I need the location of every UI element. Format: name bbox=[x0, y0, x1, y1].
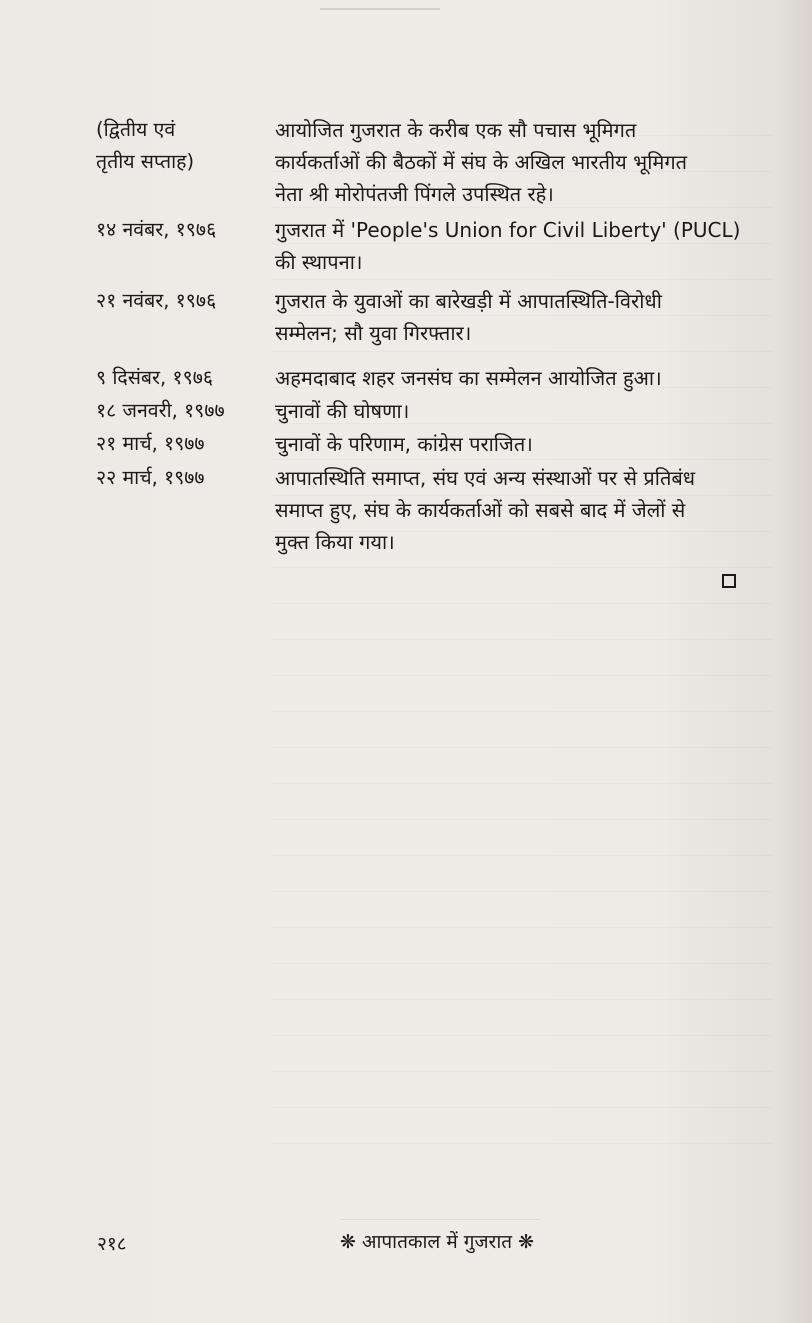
text-line: की स्थापना। bbox=[275, 250, 363, 274]
entry-date bbox=[96, 462, 271, 494]
entry-text bbox=[275, 114, 745, 210]
text-line: आयोजित गुजरात के करीब एक सौ पचास भूमिगत bbox=[275, 118, 637, 142]
entry-text bbox=[275, 462, 745, 558]
date-line: ९ दिसंबर, १९७६ bbox=[96, 366, 213, 389]
entry-text bbox=[275, 362, 745, 394]
entry-date bbox=[96, 428, 271, 460]
footer-divider bbox=[340, 1219, 540, 1220]
date-line: (द्वितीय एवं bbox=[96, 118, 176, 141]
scan-mark bbox=[320, 8, 440, 10]
text-line: सम्मेलन; सौ युवा गिरफ्तार। bbox=[275, 321, 472, 345]
text-line: मुक्त किया गया। bbox=[275, 530, 395, 554]
text-line: कार्यकर्ताओं की बैठकों में संघ के अखिल भारतीय भूमिगत bbox=[275, 150, 687, 174]
text-line: समाप्त हुए, संघ के कार्यकर्ताओं को सबसे बाद में जेलों से bbox=[275, 498, 686, 522]
entry-text bbox=[275, 395, 745, 427]
text-line: चुनावों की घोषणा। bbox=[275, 399, 410, 423]
text-line: आपातस्थिति समाप्त, संघ एवं अन्य संस्थाओं पर से प्रतिबंध bbox=[275, 466, 696, 490]
date-line: १४ नवंबर, १९७६ bbox=[96, 218, 217, 241]
date-line: तृतीय सप्ताह) bbox=[96, 150, 195, 173]
entry-date bbox=[96, 362, 271, 394]
text-line: अहमदाबाद शहर जनसंघ का सम्मेलन आयोजित हुआ। bbox=[275, 366, 662, 390]
text-line: गुजरात में 'People's Union for Civil Liberty' (PUCL) bbox=[275, 218, 741, 242]
entry-text bbox=[275, 428, 745, 460]
end-of-section-mark bbox=[722, 574, 736, 588]
page-number: २१८ bbox=[97, 1233, 127, 1255]
date-line: २१ नवंबर, १९७६ bbox=[96, 289, 217, 312]
text-line: नेता श्री मोरोपंतजी पिंगले उपस्थित रहे। bbox=[275, 182, 554, 206]
text-line: चुनावों के परिणाम, कांग्रेस पराजित। bbox=[275, 432, 533, 456]
running-footer-title: ❋ आपातकाल में गुजरात ❋ bbox=[340, 1231, 535, 1253]
entry-date bbox=[96, 214, 271, 246]
text-line: गुजरात के युवाओं का बारेखड़ी में आपातस्थिति-विरोधी bbox=[275, 289, 662, 313]
date-line: २१ मार्च, १९७७ bbox=[96, 432, 205, 455]
entry-date bbox=[96, 285, 271, 317]
date-line: १८ जनवरी, १९७७ bbox=[96, 399, 225, 422]
entry-text bbox=[275, 285, 745, 349]
entry-date bbox=[96, 114, 271, 178]
date-line: २२ मार्च, १९७७ bbox=[96, 466, 205, 489]
entry-date bbox=[96, 395, 271, 427]
entry-text bbox=[275, 214, 745, 278]
